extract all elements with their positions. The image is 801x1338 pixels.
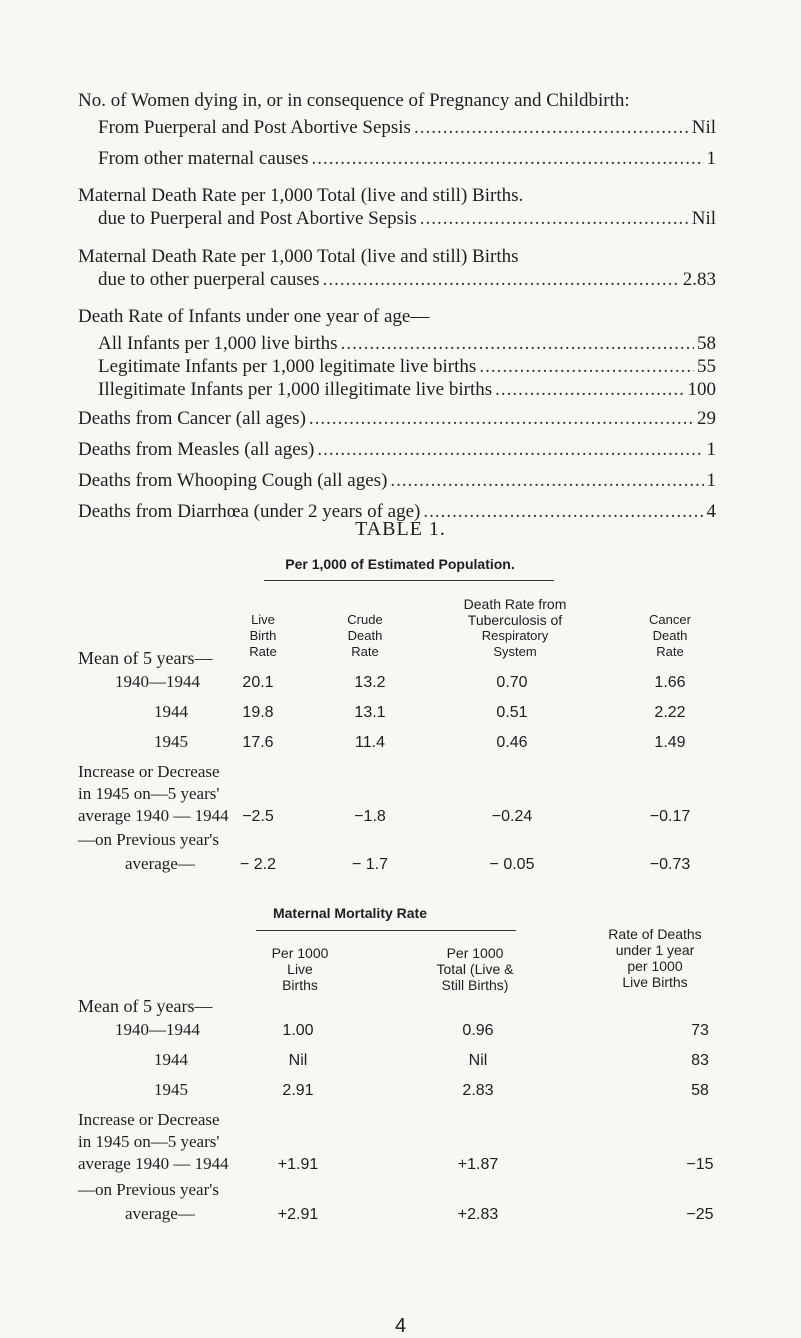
table2-cell: +2.91 [277, 1206, 319, 1223]
table1-cell: 17.6 [242, 734, 274, 751]
col-header-line: Still Births) [441, 977, 509, 993]
table1-cell: 2.22 [654, 704, 686, 721]
table1-cell: − 2.2 [239, 856, 277, 873]
table1-row-label: 1944 [154, 702, 188, 721]
infant-heading: Death Rate of Infants under one year of age— [78, 306, 430, 327]
table2-col-infant-death-rate [585, 926, 725, 990]
table1-cell: 13.2 [354, 674, 386, 691]
table2-cell: +2.83 [457, 1206, 499, 1223]
table1-row-label: 1940—1944 [115, 672, 200, 691]
col-header-line: Death [347, 628, 383, 643]
col-header-line: Rate of Deaths [608, 926, 702, 942]
stat-value: 100 [687, 379, 716, 400]
col-header-line: under 1 year [615, 942, 695, 958]
table2-cell: 2.91 [282, 1082, 314, 1099]
stat-value: 58 [697, 333, 716, 354]
dot-leader [414, 117, 689, 139]
table2-cell: 1.00 [282, 1022, 314, 1039]
table1-brace [264, 580, 554, 581]
stat-value: Nil [691, 117, 716, 138]
table1-cell: −0.73 [649, 856, 691, 873]
table2-cell: Nil [288, 1052, 308, 1069]
table1-cell: −1.8 [354, 808, 386, 825]
table1-col-cancer-death-rate [630, 612, 710, 660]
stat-value: 29 [697, 408, 716, 429]
col-header-line: Death [652, 628, 688, 643]
col-header-line: Live [251, 612, 275, 627]
table2-cell: 58 [691, 1082, 709, 1099]
col-header-line: Tuberculosis of [467, 612, 563, 628]
dot-leader [420, 208, 689, 230]
col-header-line: Per 1000 [446, 945, 504, 961]
table2-cell: +1.91 [277, 1156, 319, 1173]
stat-value: 55 [697, 356, 716, 377]
stat-line-all-infants [98, 333, 716, 355]
table1-cell: 20.1 [242, 674, 274, 691]
document-heading: No. of Women dying in, or in consequence of Pregnancy and Childbirth: [78, 90, 630, 111]
stat-label: Deaths from Whooping Cough (all ages) [78, 470, 388, 491]
table2-mean-label: Mean of 5 years— [78, 996, 213, 1016]
stat-line-other-causes [98, 148, 716, 170]
dot-leader [317, 439, 703, 461]
col-header-line: Births [282, 977, 318, 993]
col-header-line: Death Rate from [463, 596, 567, 612]
table2-col-per-live-births [250, 945, 350, 993]
table1-cell: 11.4 [355, 734, 385, 751]
table2-prev-label: average— [125, 1204, 195, 1223]
table1-subtitle: Per 1,000 of Estimated Population. [285, 556, 515, 572]
stat-line-measles [78, 439, 716, 461]
table2-cell: −15 [686, 1156, 714, 1173]
table1-cell: 1.49 [654, 734, 686, 751]
stat-line-rate-other [98, 269, 716, 291]
stat-line-cancer [78, 408, 716, 430]
table1-title: TABLE 1. [355, 518, 446, 540]
table2-row-label: 1945 [154, 1080, 188, 1099]
table1-cell: −2.5 [242, 808, 274, 825]
table2-increase-label: in 1945 on—5 years' [78, 1132, 220, 1151]
table1-row-label: 1945 [154, 732, 188, 751]
stat-value: 4 [706, 501, 716, 522]
table2-row-label: 1944 [154, 1050, 188, 1069]
stat-label: From Puerperal and Post Abortive Sepsis [98, 117, 411, 138]
stat-line-legitimate [98, 356, 716, 378]
table2-increase-label: Increase or Decrease [78, 1110, 220, 1129]
stat-label: Deaths from Cancer (all ages) [78, 408, 306, 429]
table1-cell: −0.24 [491, 808, 533, 825]
table1-increase-label: average 1940 — 1944 [78, 806, 229, 825]
table2-col-per-total-births [400, 945, 550, 993]
table1-cell: − 0.05 [489, 856, 535, 873]
table2-cell: 2.83 [462, 1082, 494, 1099]
col-header-line: per 1000 [627, 958, 683, 974]
table1-cell: − 1.7 [351, 856, 389, 873]
table1-cell: 0.51 [496, 704, 528, 721]
table2-cell: 0.96 [462, 1022, 494, 1039]
table1-increase-label: Increase or Decrease [78, 762, 220, 781]
table2-row-label: 1940—1944 [115, 1020, 200, 1039]
stat-label: due to Puerperal and Post Abortive Sepsis [98, 208, 417, 229]
table1-col-crude-death-rate [320, 612, 410, 660]
table1-cell: 1.66 [654, 674, 686, 691]
stat-label: Deaths from Diarrhœa (under 2 years of age) [78, 501, 421, 522]
col-header-line: Respiratory [481, 628, 549, 643]
stat-label: due to other puerperal causes [98, 269, 320, 290]
rate-other-line1: Maternal Death Rate per 1,000 Total (live and still) Births [78, 246, 519, 267]
col-header-line: System [493, 644, 537, 659]
table2-cell: 73 [691, 1022, 709, 1039]
stat-line-whooping-cough [78, 470, 716, 492]
stat-line-illegitimate [98, 379, 716, 401]
col-header-line: Rate [249, 644, 277, 659]
table1-prev-label: —on Previous year's [78, 830, 219, 849]
rate-sepsis-line1: Maternal Death Rate per 1,000 Total (live and still) Births. [78, 185, 524, 206]
table1-cell: 19.8 [242, 704, 274, 721]
table1-cell: −0.17 [649, 808, 691, 825]
stat-label: All Infants per 1,000 live births [98, 333, 338, 354]
col-header-line: Birth [249, 628, 277, 643]
col-header-line: Live Births [622, 974, 688, 990]
stat-value: 1 [706, 439, 716, 460]
table2-prev-label: —on Previous year's [78, 1180, 219, 1199]
table2-increase-label: average 1940 — 1944 [78, 1154, 229, 1173]
dot-leader [479, 356, 694, 378]
stat-line-sepsis [98, 117, 716, 139]
col-header-line: Per 1000 [271, 945, 329, 961]
table2-subtitle: Maternal Mortality Rate [272, 905, 428, 921]
dot-leader [323, 269, 680, 291]
stat-label: From other maternal causes [98, 148, 309, 169]
dot-leader [341, 333, 694, 355]
stat-label: Legitimate Infants per 1,000 legitimate live births [98, 356, 477, 377]
stat-label: Deaths from Measles (all ages) [78, 439, 315, 460]
col-header-line: Live [287, 961, 313, 977]
dot-leader [309, 408, 694, 430]
table1-cell: 0.46 [496, 734, 528, 751]
stat-label: Illegitimate Infants per 1,000 illegitimate live births [98, 379, 493, 400]
table1-col-live-birth-rate [220, 612, 306, 660]
dot-leader [312, 148, 704, 170]
table1-mean-label: Mean of 5 years— [78, 648, 213, 668]
table2-cell: +1.87 [457, 1156, 499, 1173]
col-header-line: Rate [351, 644, 379, 659]
dot-leader [390, 470, 703, 492]
table1-increase-label: in 1945 on—5 years' [78, 784, 220, 803]
stat-value: 2.83 [682, 269, 716, 290]
table1-cell: 0.70 [496, 674, 528, 691]
col-header-line: Cancer [649, 612, 691, 627]
stat-value: Nil [691, 208, 716, 229]
table2-cell: −25 [686, 1206, 714, 1223]
table2-cell: Nil [468, 1052, 488, 1069]
stat-line-rate-sepsis [98, 208, 716, 230]
col-header-line: Total (Live & [436, 961, 514, 977]
col-header-line: Rate [656, 644, 684, 659]
table1-cell: 13.1 [354, 704, 386, 721]
col-header-line: Crude [347, 612, 383, 627]
stat-value: 1 [706, 470, 716, 491]
dot-leader [495, 379, 684, 401]
table1-col-tb-death-rate [415, 596, 615, 660]
table2-brace [256, 930, 516, 931]
table1-prev-label: average— [125, 854, 195, 873]
table2-cell: 83 [691, 1052, 709, 1069]
page-number: 4 [394, 1315, 407, 1337]
stat-value: 1 [706, 148, 716, 169]
